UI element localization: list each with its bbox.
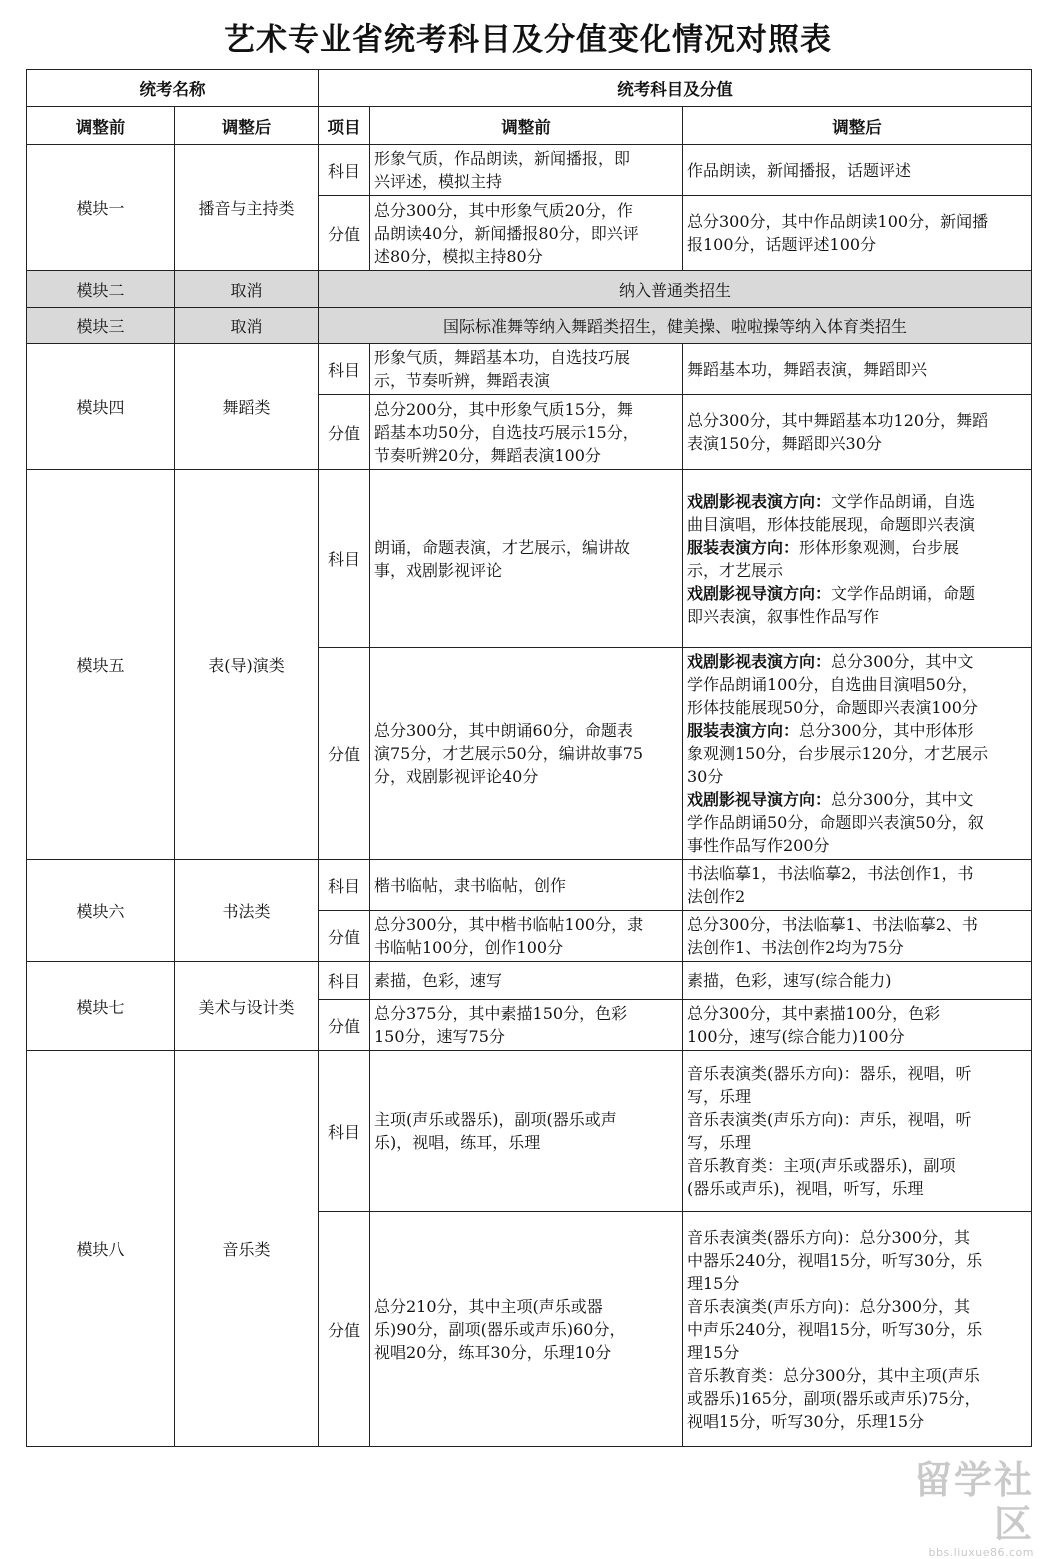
text-line: 节奏听辨20分，舞蹈表演100分 xyxy=(374,445,601,465)
direction-text: 形体技能展现50分，命题即兴表演100分 xyxy=(687,698,978,717)
text-line: 报100分，话题评述100分 xyxy=(687,235,877,254)
text-line: 总分300分，其中形象气质20分，作 xyxy=(374,200,633,220)
text-line: 书法临摹1，书法临摹2，书法创作1，书 xyxy=(687,864,974,883)
header-after: 调整后 xyxy=(175,107,319,145)
header-subject-group: 统考科目及分值 xyxy=(319,70,1032,107)
item-subject-label: 科目 xyxy=(319,470,370,648)
text-line xyxy=(687,834,1027,857)
text-line xyxy=(687,490,1027,513)
module-after: 播音与主持类 xyxy=(175,145,319,271)
direction-text: 事性作品写作200分 xyxy=(687,836,830,855)
header-subject-after: 调整后 xyxy=(683,107,1032,145)
score-after-cell xyxy=(683,196,1032,271)
score-before-cell xyxy=(370,1000,683,1051)
text-line: 音乐表演类(声乐方向)：声乐，视唱，听 xyxy=(687,1110,972,1129)
item-score-label: 分值 xyxy=(319,1000,370,1051)
header-row-1 xyxy=(27,70,1032,107)
page-title: 艺术专业省统考科目及分值变化情况对照表 xyxy=(224,22,832,58)
module-after: 书法类 xyxy=(175,860,319,962)
score-before-cell xyxy=(370,196,683,271)
direction-label: 戏剧影视导演方向： xyxy=(687,790,832,809)
text-line: 兴评述，模拟主持 xyxy=(374,172,503,191)
module-after: 舞蹈类 xyxy=(175,344,319,470)
module-after: 表(导)演类 xyxy=(175,470,319,860)
text-line: 100分，速写(综合能力)100分 xyxy=(687,1027,905,1046)
score-before-cell xyxy=(370,395,683,470)
text-line: 视唱20分，练耳30分，乐理10分 xyxy=(374,1342,612,1362)
text-line: 楷书临帖，隶书临帖，创作 xyxy=(374,875,567,895)
text-line: 品朗读40分，新闻播报80分，即兴评 xyxy=(374,223,639,243)
text-line xyxy=(687,719,1027,742)
text-line: 述80分，模拟主持80分 xyxy=(374,246,543,266)
subject-after-cell xyxy=(683,344,1032,395)
item-subject-label: 科目 xyxy=(319,962,370,1000)
text-line: 总分300分，其中作品朗读100分，新闻播 xyxy=(687,212,989,231)
text-line: 总分375分，其中素描150分，色彩 xyxy=(374,1004,628,1023)
direction-text: 学作品朗诵100分，自选曲目演唱50分， xyxy=(687,675,978,694)
text-line: 音乐教育类：主项(声乐或器乐)，副项 xyxy=(687,1156,956,1175)
text-line: 或器乐)165分，副项(器乐或声乐)75分， xyxy=(687,1388,981,1408)
module-before: 模块二 xyxy=(27,271,175,308)
header-subject-before: 调整前 xyxy=(370,107,683,145)
direction-label: 戏剧影视表演方向： xyxy=(687,652,832,671)
text-line xyxy=(687,605,1027,628)
subject-after-cell xyxy=(683,860,1032,911)
direction-text: 学作品朗诵50分，命题即兴表演50分，叙 xyxy=(687,813,984,832)
direction-text: 总分300分，其中文 xyxy=(831,652,974,671)
direction-text: 象观测150分，台步展示120分，才艺展示 xyxy=(687,744,989,763)
text-line: 演75分，才艺展示50分，编讲故事75 xyxy=(374,744,644,763)
text-line: 舞蹈基本功，舞蹈表演，舞蹈即兴 xyxy=(687,359,928,379)
subject-after-cell xyxy=(683,962,1032,1000)
text-line: 音乐表演类(器乐方向)：总分300分，其 xyxy=(687,1227,971,1247)
text-line: 总分300分，其中舞蹈基本功120分，舞蹈 xyxy=(687,411,989,430)
header-name-group: 统考名称 xyxy=(27,70,319,107)
text-line xyxy=(687,811,1027,834)
subject-after-cell xyxy=(683,1051,1032,1212)
module-after: 取消 xyxy=(175,271,319,308)
subject-before-cell xyxy=(370,470,683,648)
score-after-cell xyxy=(683,1000,1032,1051)
text-line: 法创作1、书法创作2均为75分 xyxy=(687,938,904,957)
table-row xyxy=(27,962,1032,1000)
text-line: 150分，速写75分 xyxy=(374,1027,505,1046)
text-line: 总分300分，其中朗诵60分，命题表 xyxy=(374,721,633,740)
text-line: 作品朗读，新闻播报，话题评述 xyxy=(687,160,912,180)
text-line xyxy=(687,536,1027,559)
table-row xyxy=(27,271,1032,308)
module-before: 模块七 xyxy=(27,962,175,1051)
text-line xyxy=(687,742,1027,765)
direction-text: 文学作品朗诵，命题 xyxy=(831,583,976,603)
table-row xyxy=(27,145,1032,196)
score-after-cell xyxy=(683,1212,1032,1447)
subject-before-cell xyxy=(370,1051,683,1212)
text-line: 书临帖100分，创作100分 xyxy=(374,938,564,957)
text-line: 总分300分，其中素描100分，色彩 xyxy=(687,1004,941,1023)
text-line: 理15分 xyxy=(687,1342,740,1362)
text-line: 写，乐理 xyxy=(687,1087,752,1106)
text-line xyxy=(687,582,1027,605)
text-line: 总分210分，其中主项(声乐或器 xyxy=(374,1296,603,1316)
text-line: 朗诵，命题表演，才艺展示，编讲故 xyxy=(374,537,631,557)
header-before: 调整前 xyxy=(27,107,175,145)
subject-before-cell xyxy=(370,962,683,1000)
text-line: 总分200分，其中形象气质15分，舞 xyxy=(374,399,633,419)
direction-text: 总分300分，其中文 xyxy=(831,790,974,809)
text-line: 主项(声乐或器乐)，副项(器乐或声 xyxy=(374,1110,617,1129)
subject-after-cell xyxy=(683,145,1032,196)
item-subject-label: 科目 xyxy=(319,860,370,911)
text-line: 中器乐240分，视唱15分，听写30分，乐 xyxy=(687,1250,983,1270)
text-line: 乐)，视唱，练耳，乐理 xyxy=(374,1133,541,1152)
text-line: 分，戏剧影视评论40分 xyxy=(374,767,539,786)
text-line xyxy=(687,696,1027,719)
text-line: 法创作2 xyxy=(687,887,746,906)
item-score-label: 分值 xyxy=(319,1212,370,1447)
text-line: 表演150分，舞蹈即兴30分 xyxy=(687,434,882,453)
direction-label: 服装表演方向： xyxy=(687,537,800,557)
text-line: 总分300分，其中楷书临帖100分，隶 xyxy=(374,915,644,934)
direction-text: 示，才艺展示 xyxy=(687,560,784,580)
direction-label: 戏剧影视表演方向： xyxy=(687,491,832,511)
item-score-label: 分值 xyxy=(319,395,370,470)
text-line: 素描，色彩，速写(综合能力) xyxy=(687,971,892,990)
text-line xyxy=(687,765,1027,788)
header-item: 项目 xyxy=(319,107,370,145)
text-line: 蹈基本功50分，自选技巧展示15分， xyxy=(374,422,639,442)
direction-label: 服装表演方向： xyxy=(687,721,800,740)
direction-label: 戏剧影视导演方向： xyxy=(687,583,832,603)
module-before: 模块八 xyxy=(27,1051,175,1447)
module-before: 模块五 xyxy=(27,470,175,860)
module-before: 模块三 xyxy=(27,308,175,344)
item-subject-label: 科目 xyxy=(319,1051,370,1212)
item-subject-label: 科目 xyxy=(319,145,370,196)
score-before-cell xyxy=(370,1212,683,1447)
text-line xyxy=(687,650,1027,673)
text-line: 总分300分，书法临摹1、书法临摹2、书 xyxy=(687,915,978,934)
table-row xyxy=(27,308,1032,344)
module-after: 取消 xyxy=(175,308,319,344)
direction-text: 即兴表演，叙事性作品写作 xyxy=(687,606,880,626)
text-line: 中声乐240分，视唱15分，听写30分，乐 xyxy=(687,1319,983,1339)
text-line: 音乐表演类(器乐方向)：器乐，视唱，听 xyxy=(687,1064,972,1083)
comparison-table xyxy=(26,69,1032,1447)
score-after-cell xyxy=(683,911,1032,962)
text-line: (器乐或声乐)，视唱，听写，乐理 xyxy=(687,1179,924,1198)
text-line: 形象气质，舞蹈基本功，自选技巧展 xyxy=(374,348,631,367)
subject-before-cell xyxy=(370,860,683,911)
text-line: 音乐表演类(声乐方向)：总分300分，其 xyxy=(687,1296,971,1316)
text-line: 形象气质，作品朗读，新闻播报，即 xyxy=(374,149,631,168)
table-row xyxy=(27,344,1032,395)
item-score-label: 分值 xyxy=(319,648,370,860)
text-line: 理15分 xyxy=(687,1273,740,1293)
text-line xyxy=(687,559,1027,582)
text-line xyxy=(687,673,1027,696)
text-line: 示，节奏听辨，舞蹈表演 xyxy=(374,371,551,390)
text-line: 音乐教育类：总分300分，其中主项(声乐 xyxy=(687,1365,980,1385)
module-after: 美术与设计类 xyxy=(175,962,319,1051)
table-row xyxy=(27,470,1032,648)
module-before: 模块四 xyxy=(27,344,175,470)
watermark-logo xyxy=(884,1458,1034,1559)
text-line xyxy=(687,513,1027,536)
module-note: 国际标准舞等纳入舞蹈类招生，健美操、啦啦操等纳入体育类招生 xyxy=(319,308,1032,344)
item-score-label: 分值 xyxy=(319,196,370,271)
score-before-cell xyxy=(370,648,683,860)
text-line: 写，乐理 xyxy=(687,1133,752,1152)
subject-before-cell xyxy=(370,145,683,196)
text-line: 素描，色彩，速写 xyxy=(374,971,503,990)
subject-after-cell xyxy=(683,470,1032,648)
item-subject-label: 科目 xyxy=(319,344,370,395)
direction-text: 曲目演唱，形体技能展现，命题即兴表演 xyxy=(687,514,976,534)
watermark-main-text: 留学社区 xyxy=(913,1458,1034,1546)
subject-before-cell xyxy=(370,344,683,395)
direction-text: 形体形象观测，台步展 xyxy=(799,537,960,557)
item-score-label: 分值 xyxy=(319,911,370,962)
module-before: 模块六 xyxy=(27,860,175,962)
score-before-cell xyxy=(370,911,683,962)
text-line: 视唱15分，听写30分，乐理15分 xyxy=(687,1411,925,1431)
table-row xyxy=(27,1051,1032,1212)
text-line xyxy=(687,788,1027,811)
table-row xyxy=(27,860,1032,911)
watermark-url: bbs.liuxue86.com xyxy=(928,1546,1034,1559)
direction-text: 文学作品朗诵，自选 xyxy=(831,491,976,511)
direction-text: 30分 xyxy=(687,767,724,786)
text-line: 事，戏剧影视评论 xyxy=(374,560,503,580)
header-row-2 xyxy=(27,107,1032,145)
text-line: 乐)90分，副项(器乐或声乐)60分， xyxy=(374,1319,626,1339)
direction-text: 总分300分，其中形体形 xyxy=(799,721,974,740)
module-note: 纳入普通类招生 xyxy=(319,271,1032,308)
score-after-cell xyxy=(683,648,1032,860)
module-before: 模块一 xyxy=(27,145,175,271)
score-after-cell xyxy=(683,395,1032,470)
module-after: 音乐类 xyxy=(175,1051,319,1447)
